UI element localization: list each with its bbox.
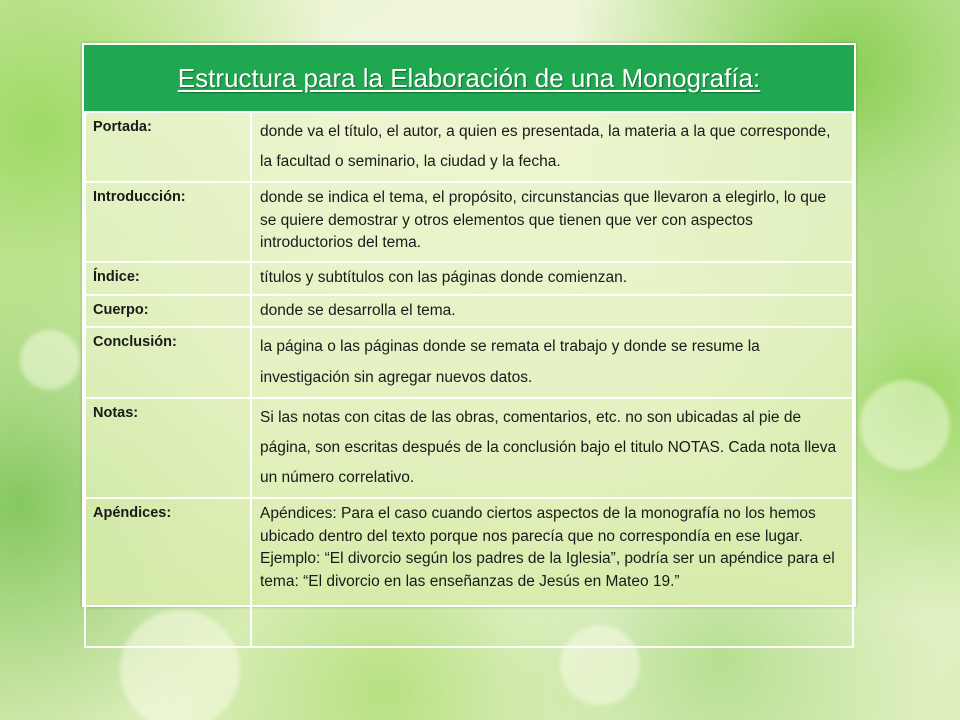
row-definition: Apéndices: Para el caso cuando ciertos aspectos de la monografía no los hemos ubicado dentro del texto porque nos parecía que no correspondía en ese lugar. Ejemplo: “El divorcio según los padres de la Iglesia”, podría ser un apéndice para el tema: “El divorcio en las enseñanzas de Jesús en Mateo 19.” [251,498,853,647]
table-row [85,262,853,294]
slide-title: Estructura para la Elaboración de una Monografía: [177,62,761,93]
row-term: Apéndices: [85,498,251,647]
structure-table [84,111,854,648]
row-term: Conclusión: [85,327,251,397]
row-term: Introducción: [85,182,251,262]
table-row [85,327,853,397]
row-definition: donde se desarrolla el tema. [251,295,853,327]
table-row [85,295,853,327]
row-term: Portada: [85,112,251,182]
row-term: Cuerpo: [85,295,251,327]
row-definition: donde va el título, el autor, a quien es presentada, la materia a la que corresponde, la facultad o seminario, la ciudad y la fecha. [251,112,853,182]
row-definition: títulos y subtítulos con las páginas donde comienzan. [251,262,853,294]
background-bokeh [860,380,950,470]
table-row [85,498,853,647]
content-panel [82,43,856,607]
table-row [85,112,853,182]
row-definition: Si las notas con citas de las obras, comentarios, etc. no son ubicadas al pie de página, son escritas después de la conclusión bajo el titulo NOTAS. Cada nota lleva un número correlativo. [251,398,853,499]
title-bar [84,45,854,111]
background-bokeh [20,330,80,390]
row-term: Notas: [85,398,251,499]
row-definition: donde se indica el tema, el propósito, circunstancias que llevaron a elegirlo, lo que se quiere demostrar y otros elementos que tienen que ver con aspectos introductorios del tema. [251,182,853,262]
table-row [85,182,853,262]
row-definition: la página o las páginas donde se remata el trabajo y donde se resume la investigación sin agregar nuevos datos. [251,327,853,397]
row-term: Índice: [85,262,251,294]
table-row [85,398,853,499]
